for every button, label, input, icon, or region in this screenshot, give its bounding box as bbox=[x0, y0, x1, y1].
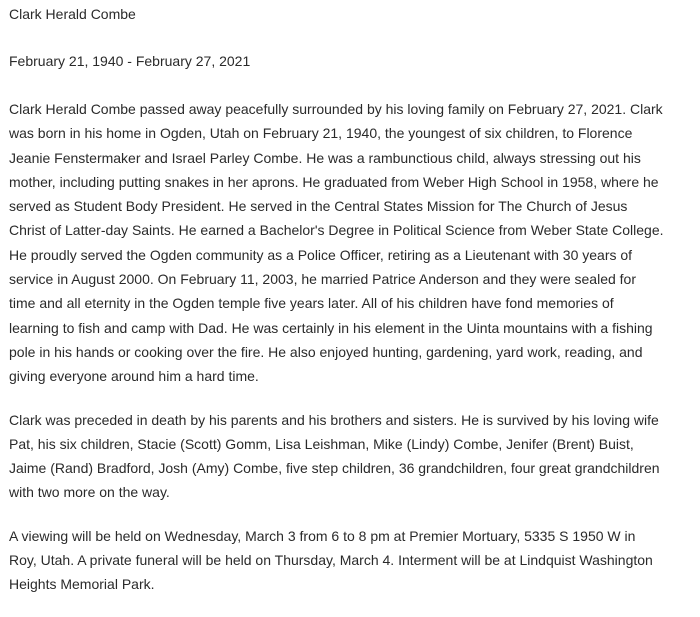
obituary-paragraph-services: A viewing will be held on Wednesday, March 3 from 6 to 8 pm at Premier Mortuary, 5335 S 1950 W in Roy, Utah. A private funeral will be held on Thursday, March 4. Interment will be at Lindquist Washington Heights Memorial Park. bbox=[9, 527, 653, 593]
obituary-paragraph-life: Clark Herald Combe passed away peacefully surrounded by his loving family on February 27, 2021. Clark was born in his home in Ogden, Utah on February 21, 1940, the youngest of six children, to Florence Jeanie Fenstermaker and Israel Parley Combe. He was a rambunctious child, always stressing out his mother, including putting snakes in her aprons. He graduated from Weber High School in 1958, where he served as Student Body President. He served in the Central States Mission for The Church of Jesus Christ of Latter-day Saints. He earned a Bachelor's Degree in Political Science from Weber State College. He proudly served the Ogden community as a Police Officer, retiring as a Lieutenant with 30 years of service in August 2000. On February 11, 2003, he married Patrice Anderson and they were sealed for time and all eternity in the Ogden temple five years later. All of his children have fond memories of learning to fish and camp with Dad. He was certainly in his element in the Uinta mountains with a fishing pole in his hands or cooking over the fire. He also enjoyed hunting, gardening, yard work, reading, and giving everyone around him a hard time. bbox=[9, 101, 664, 385]
obituary-paragraph-survivors: Clark was preceded in death by his parents and his brothers and sisters. He is survived by his loving wife Pat, his six children, Stacie (Scott) Gomm, Lisa Leishman, Mike (Lindy) Combe, Jenifer (Brent) Buist, Jaime (Rand) Bradford, Josh (Amy) Combe, five step children, 36 grandchildren, four great grandchildren with two more on the way. bbox=[9, 411, 660, 501]
obituary-name: Clark Herald Combe bbox=[9, 6, 136, 22]
obituary-dates: February 21, 1940 - February 27, 2021 bbox=[9, 53, 251, 69]
